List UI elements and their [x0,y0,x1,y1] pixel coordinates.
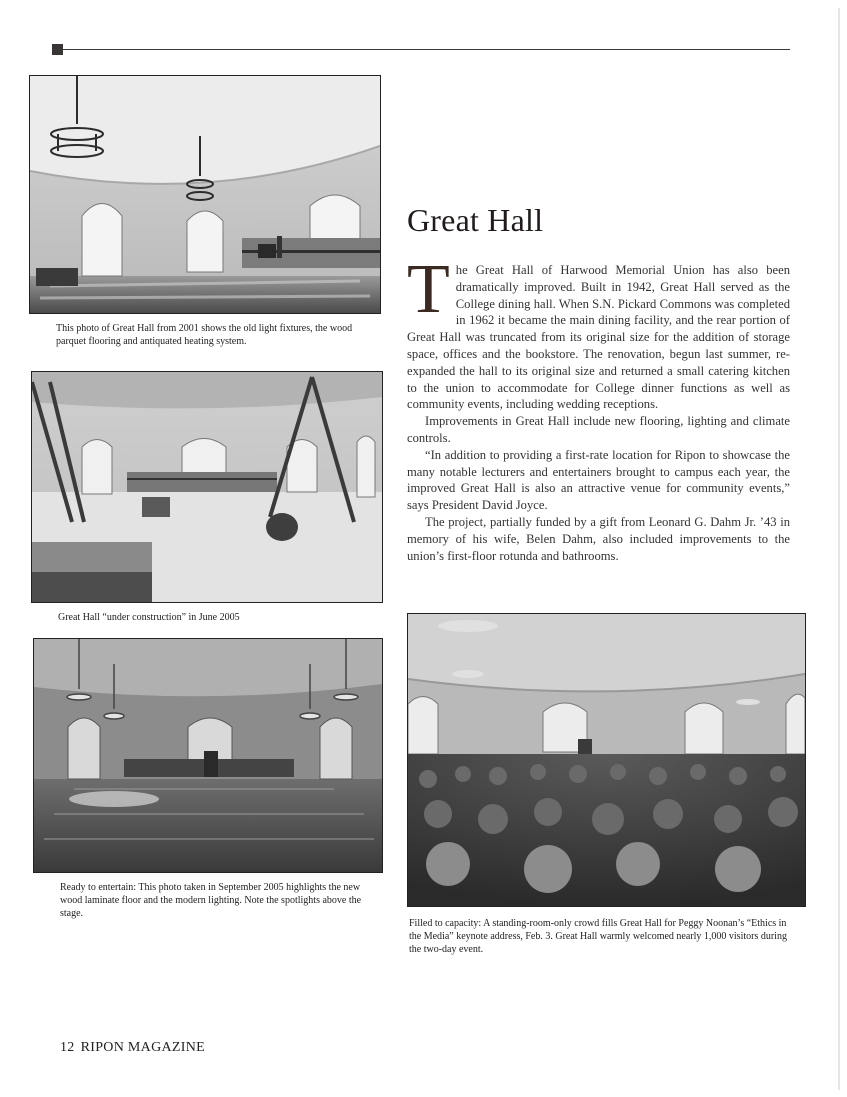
article-paragraph: “In addition to providing a first-rate location for Ripon to showcase the many notable lecturers and entertainers brought to campus each year, the improved Great Hall is also an attractive venue for community events,” says President David Joyce. [407,447,790,513]
article-paragraph: Improvements in Great Hall include new flooring, lighting and climate controls. [407,414,790,445]
article-title: Great Hall [407,202,544,238]
publication-name: RIPON MAGAZINE [80,1040,205,1055]
article-paragraph-text: he Great Hall of Harwood Memorial Union has also been dramatically improved. Built in 1942, Great Hall served as the College dining hall. When S.N. Pickard Commons was completed in 1962 it became the main dining facility, and the rear portion of Great Hall was truncated from its original size for the addition of storage space, offices and the bookstore. The renovation, begun last summer, re-expanded the hall to its original size and returned a small catering kitchen to the union to accommodate for College dinner functions as well as community events, including wedding receptions. [407,263,790,412]
article-paragraph [407,251,790,413]
page-footer [60,1040,205,1056]
photo-caption: Filled to capacity: A standing-room-only crowd fills Great Hall for Peggy Noonan’s “Ethics in the Media” keynote address, Feb. 3. Great Hall warmly welcomed nearly 1,000 visitors during the two-day event. [409,918,787,955]
page-edge-shadow [838,8,840,1090]
photo-great-hall-crowd [407,613,806,907]
photo-caption: This photo of Great Hall from 2001 shows the old light fixtures, the wood parquet flooring and antiquated heating system. [56,323,353,347]
article-body [407,251,790,564]
header-rule [52,49,790,50]
photo-great-hall-2001 [29,75,381,314]
drop-cap: T [407,251,450,328]
photo-caption: Great Hall “under construction” in June 2005 [58,612,240,623]
photo-great-hall-renovated [33,638,383,873]
page-number: 12 [60,1040,75,1055]
article-paragraph: The project, partially funded by a gift from Leonard G. Dahm Jr. ’43 in memory of his wife, Belen Dahm, also included improvements to the union’s first-floor rotunda and bathrooms. [407,514,790,563]
photo-caption: Ready to entertain: This photo taken in September 2005 highlights the new wood laminate floor and the modern lighting. Note the spotlights above the stage. [60,882,362,919]
photo-great-hall-construction [31,371,383,603]
